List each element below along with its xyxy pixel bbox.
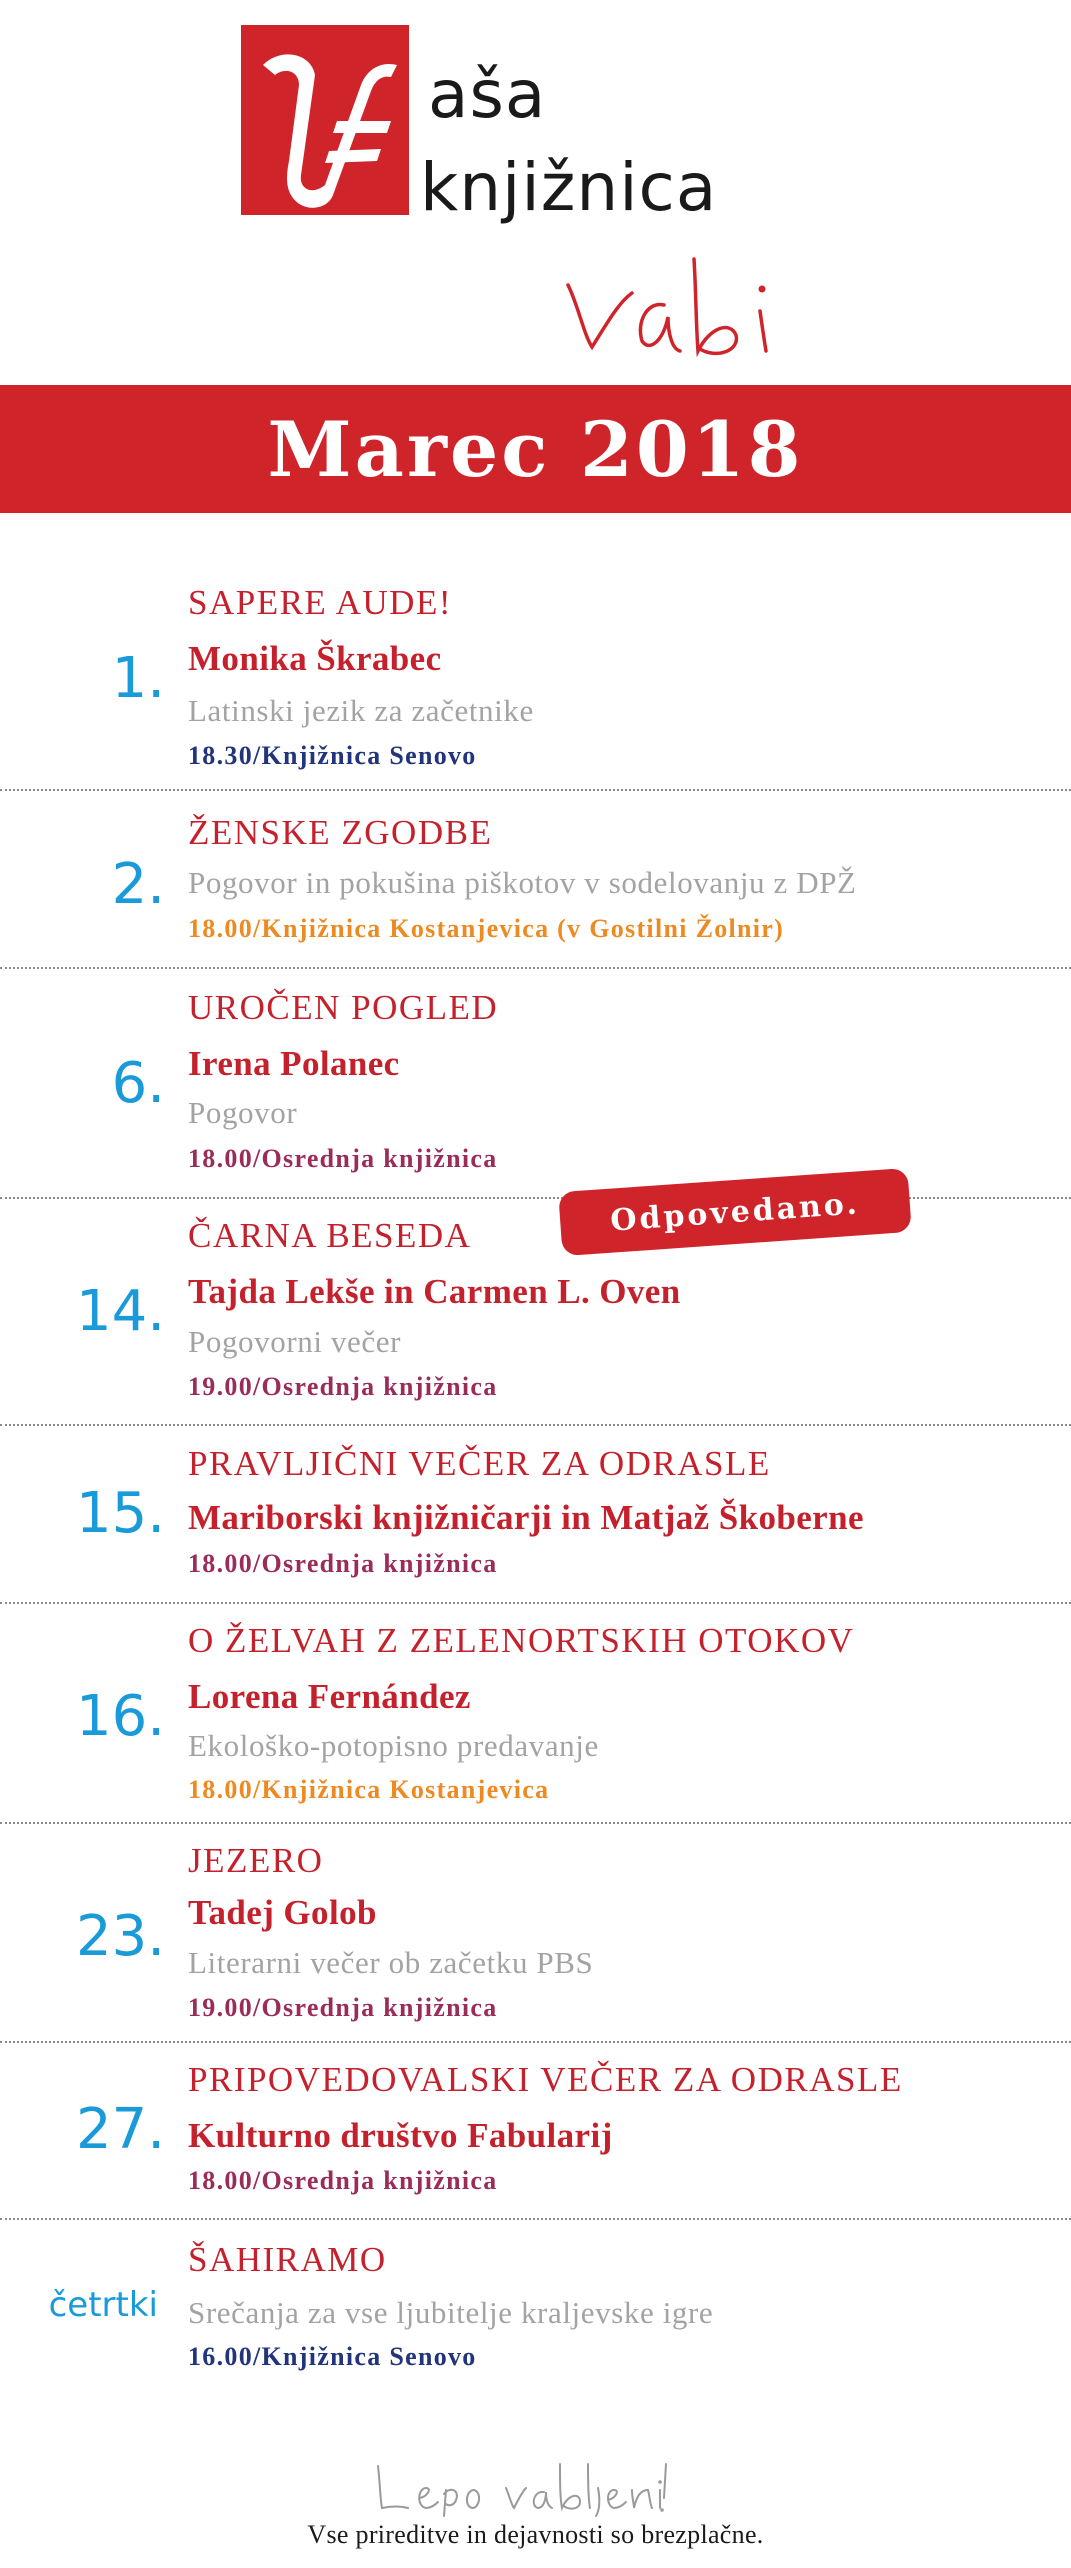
separator: [0, 2041, 1071, 2043]
event-venue: 16.00/Knjižnica Senovo: [188, 2342, 477, 2371]
separator: [0, 1424, 1071, 1426]
month-title: Marec 2018: [267, 404, 804, 494]
library-logo-mark: [241, 25, 409, 215]
gothic-letter-v-icon: [241, 25, 409, 215]
event-title: PRAVLJIČNI VEČER ZA ODRASLE: [188, 1444, 771, 1483]
cancelled-badge: [558, 1168, 912, 1256]
event-title: ŠAHIRAMO: [188, 2240, 387, 2279]
separator: [0, 967, 1071, 969]
event-guest: Lorena Fernández: [188, 1677, 471, 1716]
event-guest: Monika Škrabec: [188, 639, 442, 678]
event-title: O ŽELVAH Z ZELENORTSKIH OTOKOV: [188, 1621, 855, 1660]
event-day: četrtki: [48, 2285, 158, 2325]
event-description: Pogovor: [188, 1095, 298, 1130]
logo-tagline-vabi: [560, 255, 810, 370]
cancelled-badge-label: Odpovedano.: [609, 1185, 861, 1239]
event-title: UROČEN POGLED: [188, 988, 499, 1027]
event-day: 15.: [75, 1481, 165, 1546]
event-title: JEZERO: [188, 1841, 324, 1880]
separator: [0, 1197, 1071, 1199]
event-venue: 19.00/Osrednja knjižnica: [188, 1372, 498, 1401]
logo-word-2: knjižnica: [420, 149, 718, 226]
event-guest: Tajda Lekše in Carmen L. Oven: [188, 1272, 681, 1311]
separator: [0, 789, 1071, 791]
event-guest: Mariborski knjižničarji in Matjaž Škoberne: [188, 1498, 864, 1537]
event-venue: 18.00/Osrednja knjižnica: [188, 1144, 498, 1173]
separator: [0, 1822, 1071, 1824]
event-title: PRIPOVEDOVALSKI VEČER ZA ODRASLE: [188, 2060, 903, 2099]
event-day: 2.: [111, 852, 165, 917]
event-day: 14.: [75, 1279, 165, 1344]
separator: [0, 1602, 1071, 1604]
event-description: Pogovorni večer: [188, 1324, 402, 1359]
logo-word-1: aša: [428, 56, 547, 133]
event-venue: 18.00/Knjižnica Kostanjevica: [188, 1775, 550, 1804]
event-description: Latinski jezik za začetnike: [188, 693, 534, 728]
event-venue: 18.00/Knjižnica Kostanjevica (v Gostilni Žolnir): [188, 914, 785, 943]
event-day: 16.: [75, 1684, 165, 1749]
event-description: Pogovor in pokušina piškotov v sodelovanju z DPŽ: [188, 865, 857, 900]
event-description: Ekološko-potopisno predavanje: [188, 1728, 599, 1763]
event-description: Srečanja za vse ljubitelje kraljevske igre: [188, 2295, 714, 2330]
event-venue: 18.30/Knjižnica Senovo: [188, 741, 477, 770]
event-title: SAPERE AUDE!: [188, 583, 452, 622]
event-venue: 19.00/Osrednja knjižnica: [188, 1993, 498, 2022]
event-day: 1.: [111, 646, 165, 711]
footer-note: Vse prireditve in dejavnosti so brezplačne.: [307, 2520, 764, 2549]
event-guest: Kulturno društvo Fabularij: [188, 2116, 613, 2155]
event-day: 23.: [75, 1904, 165, 1969]
event-day: 27.: [75, 2097, 165, 2162]
separator: [0, 2218, 1071, 2220]
event-title: ČARNA BESEDA: [188, 1216, 472, 1255]
event-guest: Tadej Golob: [188, 1893, 377, 1932]
event-day: 6.: [111, 1051, 165, 1116]
month-banner: [0, 385, 1071, 513]
event-description: Literarni večer ob začetku PBS: [188, 1945, 594, 1980]
event-venue: 18.00/Osrednja knjižnica: [188, 2166, 498, 2195]
event-title: ŽENSKE ZGODBE: [188, 813, 493, 852]
footer-greeting: [370, 2458, 670, 2518]
event-venue: 18.00/Osrednja knjižnica: [188, 1549, 498, 1578]
event-guest: Irena Polanec: [188, 1044, 400, 1083]
